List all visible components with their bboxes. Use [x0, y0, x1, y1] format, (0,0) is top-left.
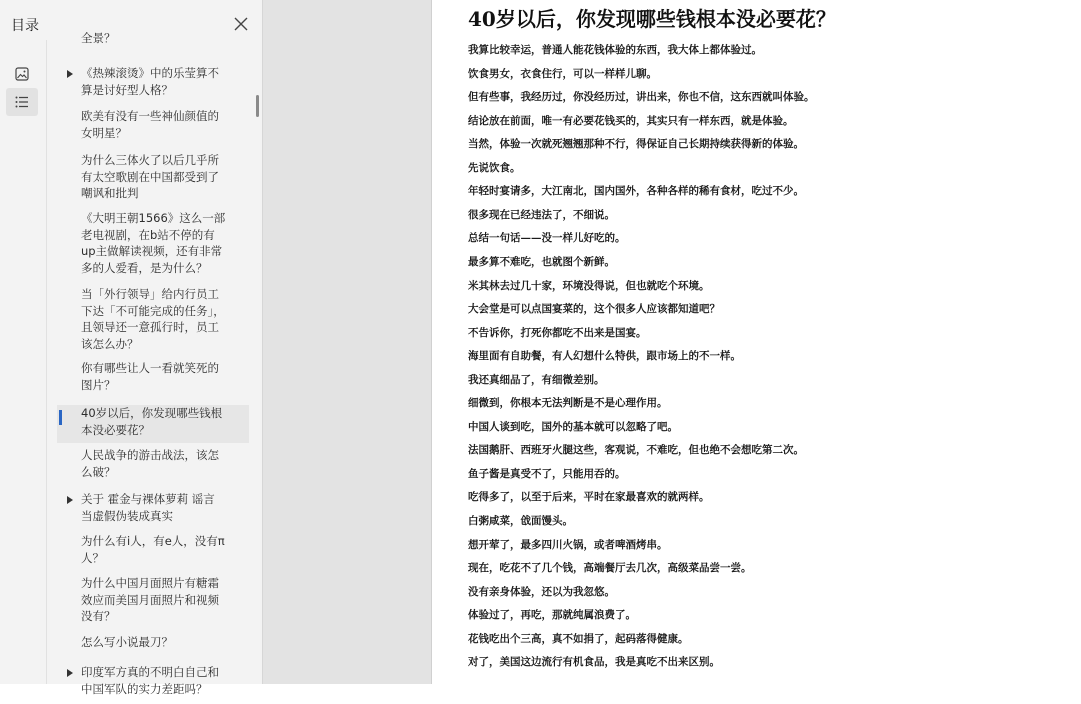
toc-item[interactable] — [57, 286, 249, 358]
toc-item[interactable] — [57, 360, 249, 400]
toc-item-label: 印度军方真的不明白自己和中国军队的实力差距吗？ — [81, 665, 219, 696]
article-paragraph: 吃得多了，以至于后来，平时在家最喜欢的就两样。 — [468, 491, 710, 504]
expand-arrow-icon[interactable] — [67, 669, 73, 677]
toc-item[interactable] — [57, 664, 249, 704]
sidebar-rail — [0, 48, 46, 684]
active-indicator — [59, 410, 62, 425]
toc-item-label: 为什么三体火了以后几乎所有太空歌剧在中国都受到了嘲讽和批判 — [81, 153, 219, 200]
toc-item-label: 为什么有i人，有e人，没有π人？ — [81, 534, 225, 565]
article-paragraph: 我算比较幸运，普通人能花钱体验的东西，我大体上都体验过。 — [468, 44, 762, 56]
image-view-button[interactable] — [6, 60, 38, 88]
toc-item-label: 怎么写小说最刀？ — [81, 635, 173, 649]
article-paragraph: 花钱吃出个三高，真不如捐了，起码落得健康。 — [468, 632, 689, 645]
article-paragraph: 不告诉你，打死你都吃不出来是国宴。 — [468, 326, 647, 339]
toc-item-label: 《大明王朝1566》这么一部老电视剧，在b站不停的有up主做解读视频，还有非常多的人爱看，是为什么？ — [81, 211, 226, 275]
toc-item-label: 全景？ — [81, 31, 116, 45]
article-paragraph: 但有些事，我经历过，你没经历过，讲出来，你也不信，这东西就叫体验。 — [468, 91, 815, 104]
image-icon — [15, 67, 29, 81]
toc-item-label: 你有哪些让人一看就笑死的图片？ — [81, 361, 219, 392]
article-paragraph: 最多算不难吃，也就图个新鲜。 — [468, 255, 615, 268]
toc-item[interactable] — [57, 210, 249, 282]
expand-arrow-icon[interactable] — [67, 496, 73, 504]
article-paragraph: 大会堂是可以点国宴菜的，这个很多人应该都知道吧？ — [468, 303, 720, 316]
toc-item[interactable] — [57, 575, 249, 631]
article-paragraph: 鱼子酱是真受不了，只能用吞的。 — [468, 467, 626, 480]
toc-item-label: 欧美有没有一些神仙颜值的女明星？ — [81, 109, 219, 140]
toc-item-label: 关于 霍金与裸体萝莉 谣言 当虚假伪装成真实 — [81, 492, 215, 523]
toc-scrollbar-thumb[interactable] — [256, 95, 259, 117]
toc-item[interactable] — [57, 447, 249, 487]
article-paragraph: 先说饮食。 — [468, 161, 521, 174]
article-paragraph: 没有亲身体验，还以为我忽悠。 — [468, 585, 615, 598]
toc-item[interactable] — [57, 30, 249, 52]
toc-item[interactable] — [57, 108, 249, 148]
toc-item[interactable] — [57, 491, 249, 531]
article-paragraph: 我还真细品了，有细微差别。 — [468, 373, 605, 386]
toc-item-label: 人民战争的游击战法，该怎么破？ — [81, 448, 219, 479]
toc-scroll-area[interactable] — [46, 31, 263, 696]
article-paragraph: 细微到，你根本无法判断是不是心理作用。 — [468, 397, 668, 410]
article-paragraph: 结论放在前面，唯一有必要花钱买的，其实只有一样东西，就是体验。 — [468, 114, 794, 127]
article-paragraph: 很多现在已经违法了，不细说。 — [468, 208, 615, 221]
toc-sidebar — [0, 0, 263, 696]
article-paragraph: 米其林去过几十家，环境没得说，但也就吃个环境。 — [468, 279, 710, 292]
article-paragraph: 年轻时宴请多，大江南北，国内国外，各种各样的稀有食材，吃过不少。 — [468, 185, 804, 198]
sidebar-title: 目录 — [11, 18, 39, 34]
toc-item-label: 为什么中国月面照片有糖霜效应而美国月面照片和视频没有？ — [81, 576, 219, 623]
article-paragraph: 想开荤了，最多四川火锅，或者啤酒烤串。 — [468, 538, 668, 551]
expand-arrow-icon[interactable] — [67, 70, 73, 78]
toc-item[interactable] — [57, 65, 249, 105]
toc-item-label: 《热辣滚烫》中的乐莹算不算是讨好型人格？ — [81, 66, 219, 97]
toc-item-label: 当「外行领导」给内行员工下达「不可能完成的任务」，且领导还一意孤行时，员工该怎么办？ — [81, 287, 225, 351]
article-paragraph: 海里面有自助餐，有人幻想什么特供，跟市场上的不一样。 — [468, 350, 741, 363]
article-paragraph: 现在，吃花不了几个钱，高端餐厅去几次，高级菜品尝一尝。 — [468, 562, 752, 575]
page-gutter — [263, 0, 431, 684]
article-paragraph: 饮食男女，衣食住行，可以一样样儿聊。 — [468, 67, 657, 80]
article-heading: 40岁以后，你发现哪些钱根本没必要花？ — [468, 7, 836, 31]
article-paragraph: 白粥咸菜，戗面馒头。 — [468, 515, 573, 527]
toc-item[interactable] — [57, 533, 249, 573]
article-paragraph: 当然，体验一次就死翘翘那种不行，得保证自己长期持续获得新的体验。 — [468, 138, 804, 151]
article-paragraph: 总结一句话——没一样儿好吃的。 — [468, 232, 626, 245]
toc-item-label: 40岁以后，你发现哪些钱根本没必要花？ — [81, 406, 223, 437]
toc-item-active[interactable] — [57, 405, 249, 443]
toc-view-button[interactable] — [6, 88, 38, 116]
article-paragraph: 中国人谈到吃，国外的基本就可以忽略了吧。 — [468, 420, 678, 433]
article-paragraph: 对了，美国这边流行有机食品，我是真吃不出来区别。 — [468, 656, 720, 669]
document-page — [431, 0, 1081, 684]
article-paragraph: 体验过了，再吃，那就纯属浪费了。 — [468, 609, 636, 622]
toc-item[interactable] — [57, 152, 249, 208]
toc-item[interactable] — [57, 634, 249, 656]
list-icon — [15, 95, 29, 109]
article-paragraph: 法国鹅肝、西班牙火腿这些，客观说，不难吃，但也绝不会想吃第二次。 — [468, 444, 804, 457]
